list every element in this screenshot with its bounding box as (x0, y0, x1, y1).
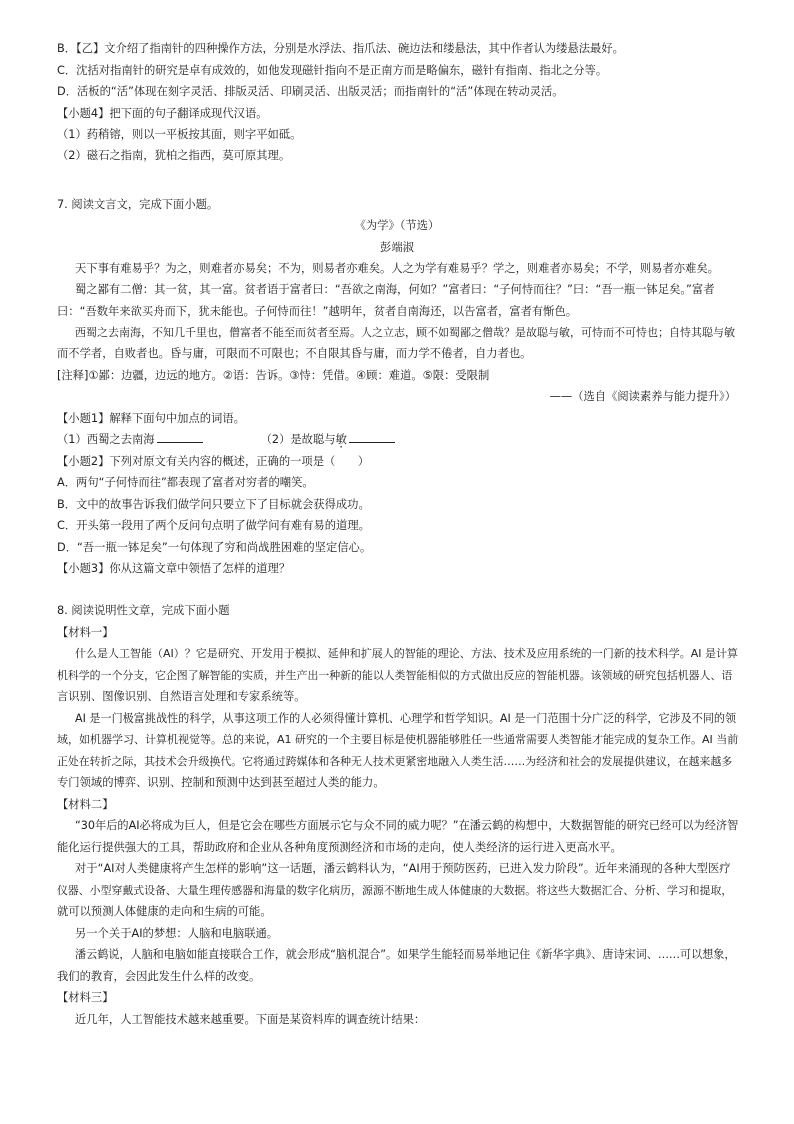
q7-subquestion-1-title: 【小题1】解释下面句中加点的词语。 (57, 412, 245, 425)
q8-heading: 8. 阅读说明性文章，完成下面小题 (57, 604, 230, 617)
q6-subquestion-4-title: 【小题4】把下面的句子翻译成现代汉语。 (57, 107, 268, 120)
q7-sub1-item-2: （2）是故聪与 (260, 433, 336, 446)
q7-passage-title: 《为学》（节选） (354, 219, 440, 232)
q8-m1-p1-line-1: 什么是人工智能（AI）？它是研究、开发用于模拟、延伸和扩展人的智能的理论、方法、技术及应用系统的一门新的技术科学。AI 是计算 (75, 647, 739, 660)
q7-subquestion-3-title: 【小题3】你从这篇文章中领悟了怎样的道理？ (57, 562, 291, 575)
q8-m1-p2-line-1: AI 是一门极富挑战性的科学，从事这项工作的人必须得懂计算机、心理学和哲学知识。AI 是一门范围十分广泛的科学，它涉及不同的领 (75, 712, 737, 725)
q8-m1-p2-line-3: 正处在转折之际，其技术会升级换代。它将通过跨媒体和各种无人技术更紧密地融入人类生活……为经济和社会的发展提供建议，在越来越多 (57, 755, 733, 768)
q7-passage-author: 彭端淑 (380, 241, 414, 254)
q7-sub2-option-a: A．两句“子何恃而往”都表现了富者对穷者的嘲笑。 (57, 476, 314, 489)
q8-m2-p4-line-2: 我们的教育，会因此发生什么样的改变。 (57, 970, 261, 983)
q7-sub2-option-d: D．“吾一瓶一钵足矣”一句体现了穷和尚战胜困难的坚定信心。 (57, 541, 372, 554)
q6-option-c: C．沈括对指南针的研究是卓有成效的，如他发现磁针指向不是正南方而是略偏东，磁针有指南、指北之分等。 (57, 64, 608, 77)
q7-paragraph-1: 天下事有难易乎？为之，则难者亦易矣；不为，则易者亦难矣。人之为学有难易乎？学之，则难者亦易矣；不学，则易者亦难矣。 (75, 262, 719, 275)
q7-subquestion-1-items (57, 432, 395, 448)
q7-heading: 7. 阅读文言文，完成下面小题。 (57, 198, 219, 211)
q8-material-2-label: 【材料二】 (57, 798, 114, 811)
q8-m1-p1-line-3: 言识别、图像识别、自然语言处理和专家系统等。 (57, 690, 306, 703)
q6-subquestion-4-item-2: （2）磁石之指南，犹柏之指西，莫可原其理。 (57, 149, 291, 162)
q7-paragraph-3-line-1: 西蜀之去南海，不知几千里也，僧富者不能至而贫者至焉。人之立志，顾不如蜀鄙之僧哉？是故聪与敏，可恃而不可恃也；自恃其聪与敏 (75, 326, 735, 339)
q7-sub1-answer-blank-1[interactable] (157, 432, 203, 443)
q7-sub1-answer-blank-2[interactable] (349, 432, 395, 443)
q8-m3-p1: 近几年，人工智能技术越来越重要。下面是某资料库的调查统计结果： (75, 1013, 426, 1026)
q8-material-3-label: 【材料三】 (57, 991, 114, 1004)
q7-sub1-dotted-word: 敏 (335, 433, 347, 446)
q6-option-d: D．活板的“活”体现在刻字灵活、排版灵活、印刷灵活、出版灵活；而指南针的“活”体现在转动灵活。 (57, 85, 564, 98)
q7-paragraph-3-line-2: 而不学者，自败者也。昏与庸，可限而不可限也；不自限其昏与庸，而力学不倦者，自力者也。 (57, 347, 532, 360)
q8-m2-p2-line-2: 仪器、小型穿戴式设备、大量生理传感器和海量的数字化病历，源源不断地生成人体健康的大数据。将这些大数据汇合、分析、学习和提取， (57, 884, 733, 897)
q8-m1-p2-line-4: 专门领域的博弈、识别、控制和预测中达到甚至超过人类的能力。 (57, 776, 385, 789)
q7-paragraph-2-line-1: 蜀之鄙有二僧：其一贫，其一富。贫者语于富者曰：“吾欲之南海，何如？”富者曰：“子何恃而往？”曰：“吾一瓶一钵足矣。”富者 (75, 283, 715, 296)
q7-sub2-option-c: C．开头第一段用了两个反问句点明了做学问有难有易的道理。 (57, 519, 370, 532)
q8-m1-p2-line-2: 域，如机器学习、计算机视觉等。总的来说，A1 研究的一个主要目标是使机器能够胜任一些通常需要人类智能才能完成的复杂工作。AI 当前 (57, 733, 739, 746)
q8-m1-p1-line-2: 机科学的一个分支，它企图了解智能的实质，并生产出一种新的能以人类智能相似的方式做出反应的智能机器。该领域的研究包括机器人、语 (57, 669, 733, 682)
q7-sub1-item-1: （1）西蜀之去南海 (57, 433, 155, 446)
q8-m2-p2-line-1: 对于“AI对人类健康将产生怎样的影响”这一话题，潘云鹤料认为，“AI用于预防医药，已进入发力阶段”。近年来涌现的各种大型医疗 (75, 862, 731, 875)
q7-notes: [注释]①鄙：边疆，边远的地方。②语：告诉。③恃：凭借。④顾：难道。⑤限：受限制 (57, 369, 490, 382)
q8-material-1-label: 【材料一】 (57, 626, 114, 639)
q6-option-b: B．【乙】文介绍了指南针的四种操作方法，分别是水浮法、指爪法、碗边法和缕悬法，其中作者认为缕悬法最好。 (57, 42, 624, 55)
q7-sub2-option-b: B．文中的故事告诉我们做学问只要立下了目标就会获得成功。 (57, 498, 370, 511)
q8-m2-p1-line-2: 能化运行提供强大的工具，帮助政府和企业从各种角度预测经济和市场的走向，使人类经济的运行进入更高水平。 (57, 841, 622, 854)
q8-m2-p3: 另一个关于AI的梦想：人脑和电脑联通。 (75, 927, 279, 940)
q8-m2-p1-line-1: “30年后的AI必将成为巨人，但是它会在哪些方面展示它与众不同的威力呢？”在潘云鹤的构想中，大数据智能的研究已经可以为经济智 (75, 819, 739, 832)
q7-subquestion-2-title: 【小题2】下列对原文有关内容的概述，正确的一项是（ ） (57, 455, 370, 468)
q7-source: ——（选自《阅读素养与能力提升》） (549, 390, 736, 403)
q7-paragraph-2-line-2: 曰：“吾数年来欲买舟而下，犹未能也。子何恃而往！”越明年，贫者自南海还，以告富者，富者有惭色。 (57, 305, 578, 318)
q8-m2-p4-line-1: 潘云鹤说，人脑和电脑如能直接联合工作，就会形成“脑机混合”。如果学生能轻而易举地记住《新华字典》、唐诗宋词、……可以想象， (75, 948, 736, 961)
q8-m2-p2-line-3: 就可以预测人体健康的走向和生病的可能。 (57, 905, 272, 918)
q6-subquestion-4-item-1: （1）药稍镕，则以一平板按其面，则字平如砥。 (57, 128, 302, 141)
